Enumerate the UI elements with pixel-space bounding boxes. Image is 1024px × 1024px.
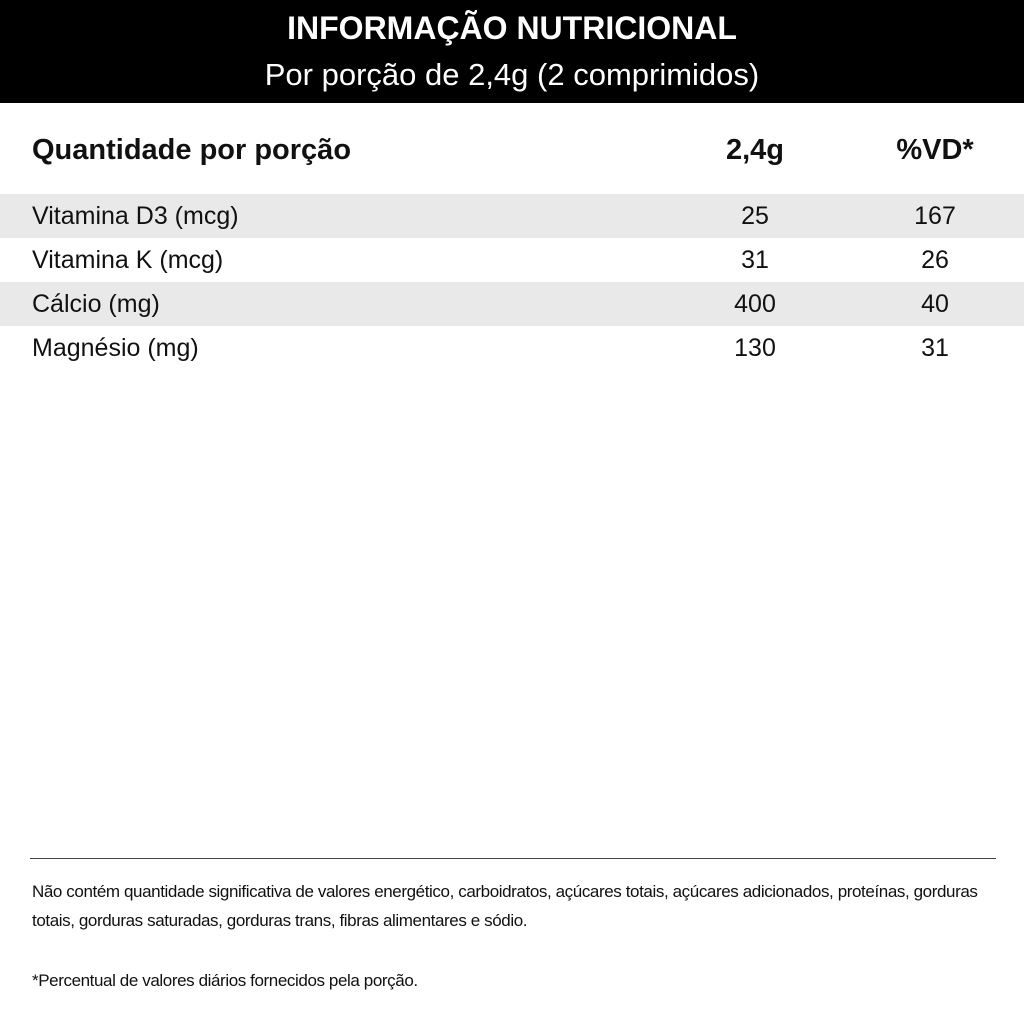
table-header-row xyxy=(0,118,1024,182)
nutrient-quantity: 25 xyxy=(741,202,769,230)
nutrient-daily-value: 167 xyxy=(914,202,956,230)
table-row xyxy=(0,238,1024,282)
nutrient-name: Magnésio (mg) xyxy=(32,334,199,362)
not-significant-footnote: Não contém quantidade significativa de valores energético, carboidratos, açúcares totais, açúcares adicionados, proteínas, gorduras totais, gorduras saturadas, gorduras trans, fibras alimentares e sódio. xyxy=(32,882,978,930)
footnote-divider xyxy=(30,858,996,859)
page-title: INFORMAÇÃO NUTRICIONAL xyxy=(287,10,737,46)
nutrient-name: Cálcio (mg) xyxy=(32,290,160,318)
table-row xyxy=(0,194,1024,238)
nutrition-table xyxy=(0,118,1024,370)
nutrient-quantity: 31 xyxy=(741,246,769,274)
nutrient-daily-value: 26 xyxy=(921,246,949,274)
nutrient-quantity: 400 xyxy=(734,290,776,318)
table-row xyxy=(0,282,1024,326)
nutrient-daily-value: 31 xyxy=(921,334,949,362)
table-row xyxy=(0,326,1024,370)
column-header-quantity: Quantidade por porção xyxy=(32,134,352,166)
nutrient-quantity: 130 xyxy=(734,334,776,362)
nutrient-name: Vitamina D3 (mcg) xyxy=(32,202,239,230)
daily-value-footnote: *Percentual de valores diários fornecidos pela porção. xyxy=(32,971,418,990)
nutrient-daily-value: 40 xyxy=(921,290,949,318)
nutrient-name: Vitamina K (mcg) xyxy=(32,246,224,274)
column-header-daily-value: %VD* xyxy=(896,134,974,166)
header-banner xyxy=(0,0,1024,103)
serving-size-subtitle: Por porção de 2,4g (2 comprimidos) xyxy=(264,57,760,92)
column-header-serving: 2,4g xyxy=(725,134,785,166)
